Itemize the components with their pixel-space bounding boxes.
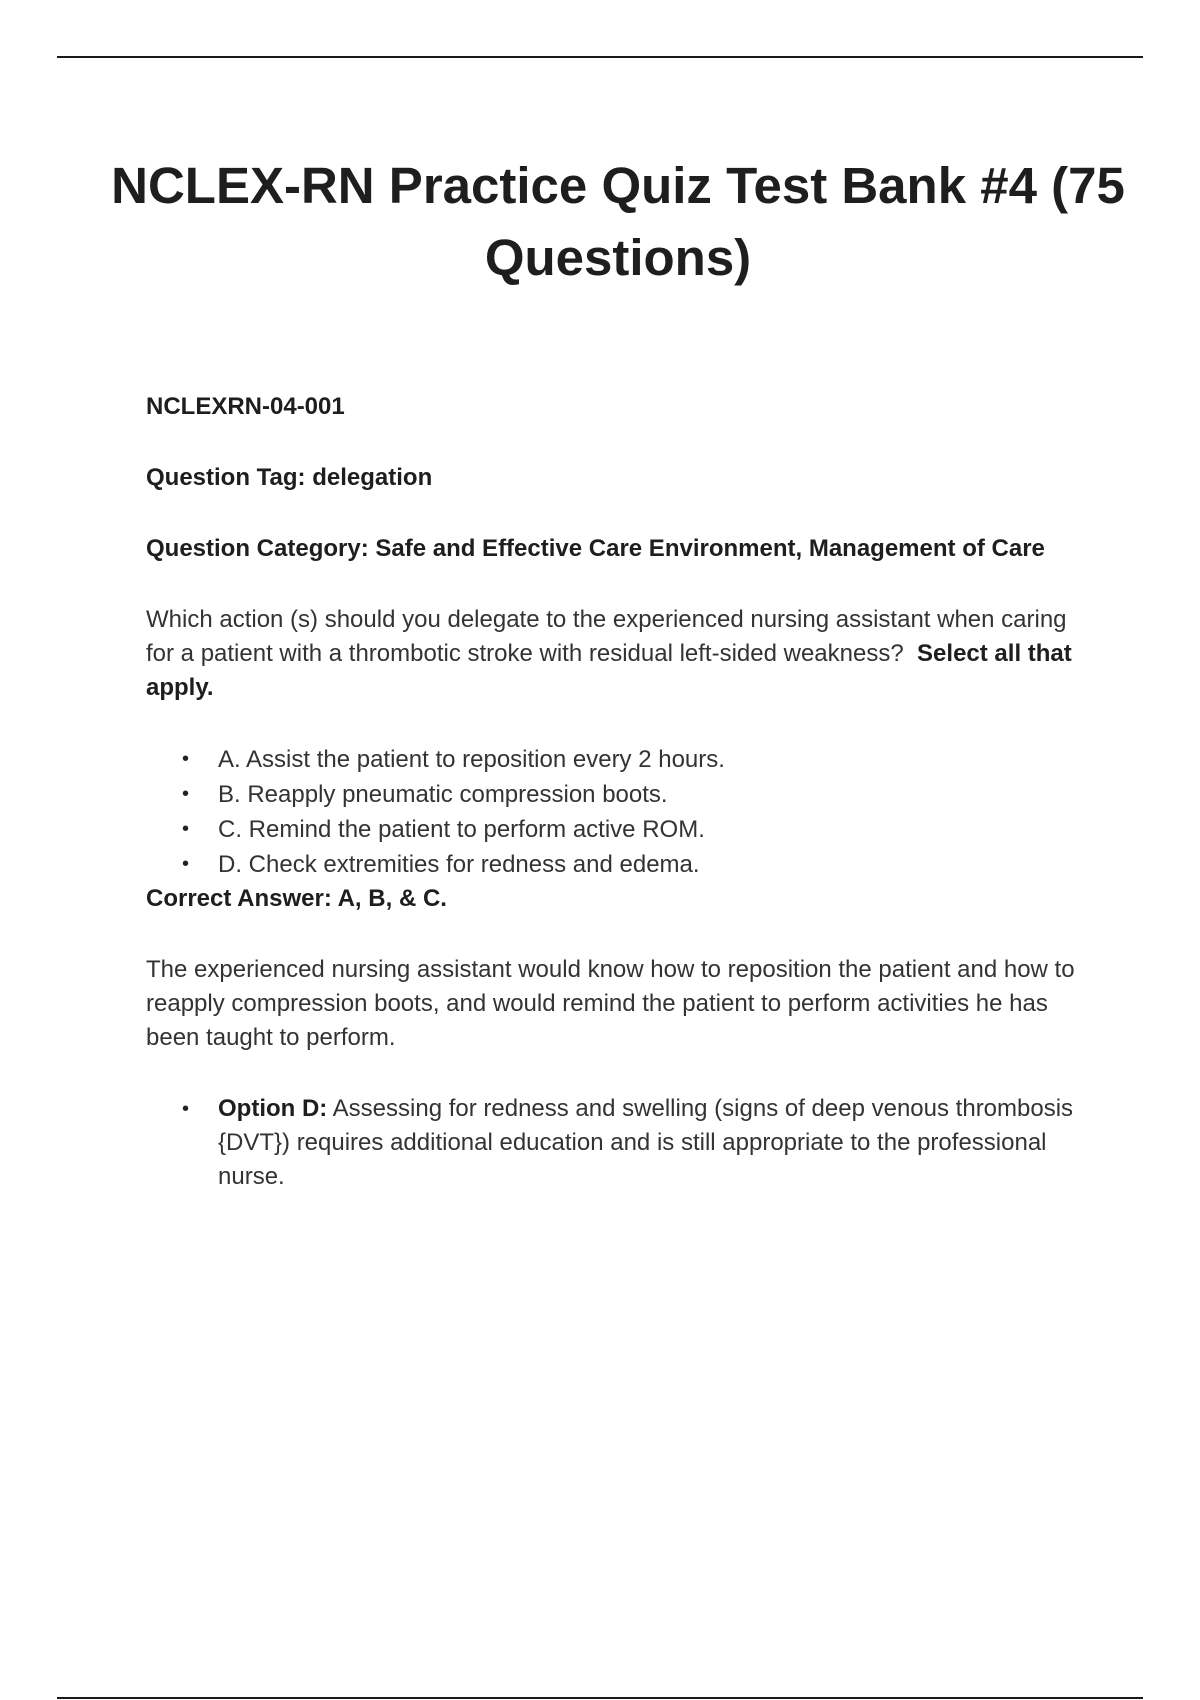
page-title: NCLEX-RN Practice Quiz Test Bank #4 (75 Questions) <box>111 157 1125 286</box>
question-block <box>146 390 1096 1194</box>
answer-option-text: D. Check extremities for redness and edema. <box>218 851 700 878</box>
bullet-icon: • <box>182 818 190 840</box>
bottom-divider <box>57 1697 1143 1699</box>
question-stem-text: Which action (s) should you delegate to the experienced nursing assistant when caring for a patient with a thrombotic stroke with residual left-sided weakness? <box>146 606 1067 667</box>
option-note-label: Option D: <box>218 1095 328 1122</box>
bullet-icon: • <box>182 783 190 805</box>
correct-answer: Correct Answer: A, B, & C. <box>146 885 447 912</box>
option-notes-list <box>146 1092 1096 1194</box>
answer-option-text: B. Reapply pneumatic compression boots. <box>218 781 668 808</box>
question-category: Question Category: Safe and Effective Care Environment, Management of Care <box>146 535 1045 562</box>
question-instruction: Select all that apply. <box>146 640 1072 701</box>
answer-option <box>146 742 1096 777</box>
answer-option <box>146 777 1096 812</box>
answer-options-list <box>146 742 1096 882</box>
answer-option <box>146 812 1096 847</box>
bullet-icon: • <box>182 853 190 875</box>
top-divider <box>57 56 1143 58</box>
rationale-text: The experienced nursing assistant would know how to reposition the patient and how to reapply compression boots, and would remind the patient to perform activities he has been taught to perform. <box>146 956 1075 1051</box>
question-stem <box>146 603 1096 705</box>
question-id: NCLEXRN-04-001 <box>146 393 345 420</box>
answer-option <box>146 847 1096 882</box>
answer-option-text: A. Assist the patient to reposition every 2 hours. <box>218 746 725 773</box>
answer-option-text: C. Remind the patient to perform active ROM. <box>218 816 705 843</box>
option-note-text: Assessing for redness and swelling (signs of deep venous thrombosis {DVT}) requires additional education and is still appropriate to the professional nurse. <box>218 1095 1074 1190</box>
option-note <box>146 1092 1096 1194</box>
bullet-icon: • <box>182 748 190 770</box>
question-tag: Question Tag: delegation <box>146 464 433 491</box>
bullet-icon: • <box>182 1098 190 1120</box>
